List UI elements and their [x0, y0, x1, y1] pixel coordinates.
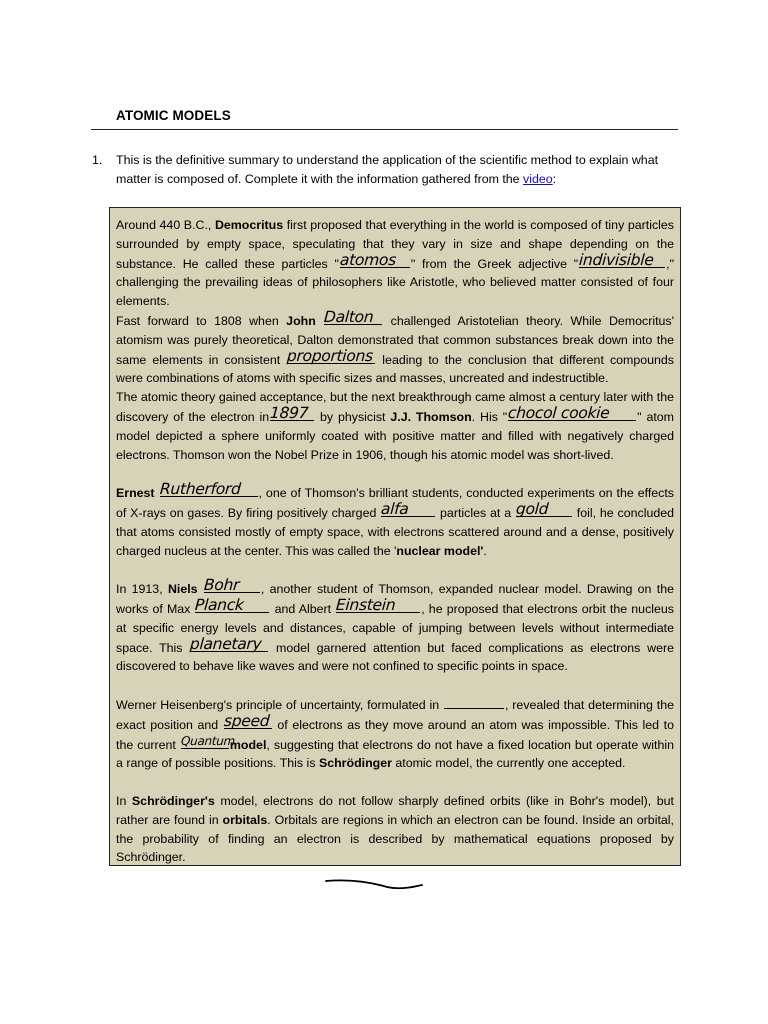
text: , he proposed that electrons orbit the nucleus at specific energy levels and distances, capable of jumping between levels without intermediate space. This: [116, 601, 674, 655]
handwritten-answer: Rutherford: [158, 480, 241, 499]
handwritten-answer: Einstein: [335, 596, 397, 615]
text: by physicist: [315, 409, 391, 424]
question-instructions: [116, 151, 678, 189]
paragraph-rutherford: [116, 480, 675, 560]
text: Fast forward to 1808 when: [116, 313, 287, 328]
paragraph-schrodinger: [116, 792, 674, 867]
bold-term: Democritus: [214, 218, 284, 232]
text: . His ": [471, 409, 508, 424]
answer-blank[interactable]: [158, 480, 258, 499]
text: particles at a: [436, 505, 515, 520]
handwritten-squiggle: [325, 876, 425, 892]
handwritten-answer: planetary: [189, 634, 263, 653]
text: leading to the conclusion that different compounds were combinations of atoms with specific sizes and masses, uncreated and indestructible.: [116, 352, 675, 386]
handwritten-answer: Dalton: [323, 308, 375, 327]
handwritten-answer: indivisible: [578, 250, 655, 269]
handwritten-answer: proportions: [286, 346, 374, 365]
bold-term: orbitals: [222, 812, 268, 827]
paragraph-heisenberg: [116, 695, 674, 773]
text: , revealed that determining the exact position and: [116, 697, 674, 732]
paragraph-spacer: [116, 560, 674, 579]
text: foil, he concluded that atoms consisted mostly of empty space, with electrons scattered around and a dense, positively charged nucleus at the center. This was called the ': [116, 505, 675, 558]
text: and Albert: [270, 601, 336, 616]
text: " from the Greek adjective ": [410, 256, 579, 271]
answer-blank[interactable]: [203, 576, 260, 595]
text: The atomic theory gained acceptance, but the next breakthrough came almost a century later with the discovery of the electron in: [116, 390, 674, 424]
answer-blank[interactable]: [339, 250, 410, 269]
text: In: [116, 793, 132, 808]
answer-blank[interactable]: [380, 500, 435, 519]
answer-blank[interactable]: [323, 308, 382, 327]
paragraph-bohr: [116, 576, 675, 676]
title-divider: [91, 129, 678, 130]
text: . Orbitals are regions in which an electron can be found. Inside an orbital, the probability of finding an electron is described by mathematical equations proposed by Schrödinger.: [116, 812, 674, 865]
page-title: ATOMIC MODELS: [116, 108, 231, 123]
handwritten-answer: Bohr: [203, 576, 240, 595]
text: Around 440 B.C.,: [116, 218, 215, 232]
handwritten-answer: gold: [515, 500, 549, 519]
bold-term: John: [286, 313, 316, 328]
answer-blank[interactable]: [578, 250, 665, 269]
video-link[interactable]: video: [523, 172, 553, 186]
text: model, electrons do not follow sharply defined orbits (like in Bohr's model), but rather are found in: [116, 793, 674, 827]
text: model garnered attention but faced complications as electrons were discovered to behave like waves and were not confined to specific points in space.: [116, 640, 675, 674]
bold-term: Schrödinger: [318, 756, 392, 771]
answer-blank[interactable]: [515, 500, 572, 519]
text: , another student of Thomson, expanded nuclear model. Drawing on the works of Max: [116, 582, 674, 616]
handwritten-answer: 1897: [269, 404, 310, 423]
paragraph-dalton: [116, 308, 675, 388]
bold-term: Ernest: [116, 486, 155, 501]
handwritten-answer: atomos: [339, 250, 397, 269]
paragraph-spacer: [116, 773, 674, 792]
handwritten-answer: Quantum: [180, 733, 236, 748]
answer-blank[interactable]: [180, 733, 236, 749]
handwritten-answer: speed: [223, 711, 270, 730]
handwritten-answer: chocol cookie: [507, 404, 611, 423]
instructions-text: This is the definitive summary to understand the application of the scientific method to explain what matter is composed of. Complete it with the information gathered from the: [116, 153, 659, 186]
question-number: 1.: [92, 153, 103, 167]
answer-blank[interactable]: [223, 711, 272, 730]
answer-blank[interactable]: [269, 404, 314, 423]
paragraph-democritus: [116, 216, 674, 311]
text: Werner Heisenberg's principle of uncertainty, formulated in: [116, 697, 444, 712]
text: " atom model depicted a sphere uniformly coated with positive matter and filled with negatively charged electrons. Thomson won the Nobel Prize in 1906, though his atomic model was short-lived.: [116, 409, 674, 462]
text: .: [483, 543, 487, 558]
answer-blank[interactable]: [507, 404, 636, 423]
answer-blank[interactable]: [335, 596, 420, 615]
answer-blank[interactable]: [189, 634, 268, 653]
text: , suggesting that electrons do not have a fixed location but operate within a range of possible positions. This is: [116, 737, 674, 771]
text: atomic model, the currently one accepted.: [391, 756, 626, 771]
bold-term: nuclear model': [396, 543, 484, 558]
instructions-end: :: [552, 172, 557, 186]
text: In 1913,: [116, 582, 168, 597]
summary-box: [109, 207, 681, 866]
bold-term: J.J. Thomson: [390, 409, 472, 424]
answer-blank[interactable]: [286, 346, 375, 365]
paragraph-spacer: [116, 676, 674, 695]
text: of electrons as they move around an atom was impossible. This led to the current: [116, 717, 674, 752]
text: first proposed that everything in the world is composed of tiny particles surrounded by empty space, speculating that they vary in size and shape depending on the substance. He called these particles ": [116, 218, 674, 271]
text: , one of Thomson's brilliant students, conducted experiments on the effects of X-rays on gases. By firing positively charged: [116, 486, 674, 520]
answer-blank[interactable]: [194, 596, 269, 615]
bold-term: model: [229, 737, 267, 752]
bold-term: Niels: [167, 582, 198, 597]
handwritten-answer: alfa: [380, 500, 410, 519]
bold-term: Schrödinger's: [131, 793, 215, 808]
handwritten-answer: Planck: [194, 596, 245, 615]
text: challenged Aristotelian theory. While Democritus' atomism was purely theoretical, Dalton demonstrated that common substances break down into the same elements in consistent: [116, 313, 674, 367]
paragraph-thomson: [116, 388, 674, 464]
text: ," challenging the prevailing ideas of philosophers like Aristotle, who believed matter consisted of four elements.: [116, 256, 674, 309]
answer-blank[interactable]: [444, 695, 504, 709]
